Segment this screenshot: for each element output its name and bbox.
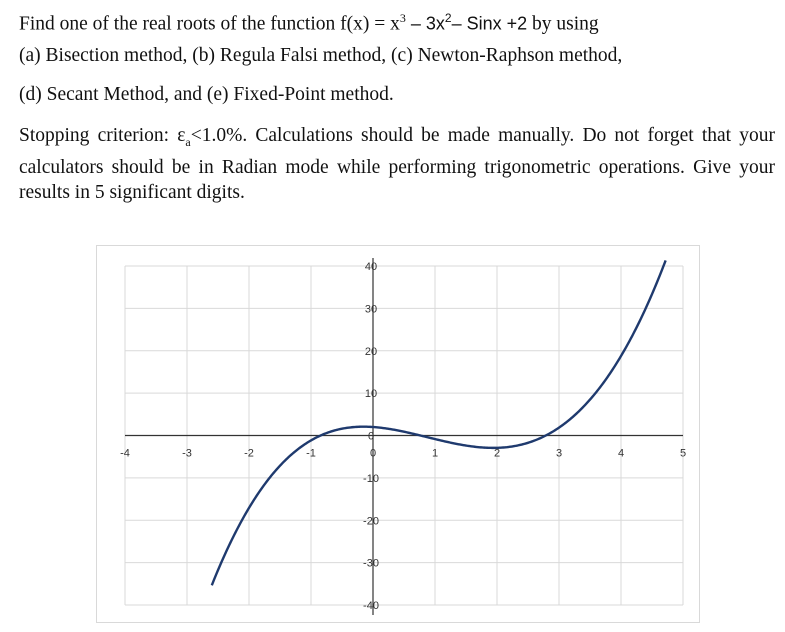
- x-tick-label: -4: [120, 447, 130, 460]
- y-tick-label: 20: [364, 345, 378, 358]
- x-tick-label: -2: [244, 447, 254, 460]
- problem-line-3: (d) Secant Method, and (e) Fixed-Point method.: [19, 84, 394, 105]
- x-tick-label: 1: [431, 447, 439, 460]
- exponent-2: 2: [444, 11, 452, 25]
- x-tick-label: 5: [679, 447, 687, 460]
- problem-line-2: (a) Bisection method, (b) Regula Falsi method, (c) Newton-Raphson method,: [19, 45, 623, 66]
- y-tick-label: 10: [364, 388, 378, 401]
- x-tick-label: 0: [369, 447, 377, 460]
- stopping-criterion-paragraph: [19, 123, 775, 205]
- line1-prefix: Find one of the real roots of the function f(x) = x: [19, 13, 400, 35]
- y-tick-label: -30: [363, 557, 379, 570]
- y-tick-label: -20: [363, 515, 379, 528]
- y-tick-label: -10: [363, 472, 379, 485]
- line1-mid: – 3x: [405, 13, 445, 34]
- line1-suffix: by using: [527, 13, 599, 35]
- y-tick-label: -40: [363, 600, 379, 612]
- y-tick-label: 30: [364, 303, 378, 316]
- criterion-subscript: a: [185, 134, 191, 149]
- x-tick-label: 3: [555, 447, 563, 460]
- x-tick-label: -3: [182, 447, 192, 460]
- function-plot: [96, 245, 700, 623]
- exponent-3: 3: [399, 11, 406, 25]
- problem-line-1: [19, 7, 599, 36]
- y-tick-label: 40: [364, 261, 378, 273]
- y-tick-label: 0: [367, 430, 375, 443]
- line1-func-tail: – Sinx +2: [451, 13, 528, 34]
- criterion-rest: <1.0%. Calculations should be made manually. Do not forget that your calculators should be in Radian mode while performing trigonometric operations. Give your results in 5 significant digits.: [19, 125, 775, 203]
- x-tick-label: 4: [617, 447, 625, 460]
- criterion-prefix: Stopping criterion: ε: [19, 125, 186, 146]
- x-tick-label: -1: [306, 447, 316, 460]
- function-plot-svg: [96, 245, 700, 623]
- x-tick-label: 2: [493, 447, 501, 460]
